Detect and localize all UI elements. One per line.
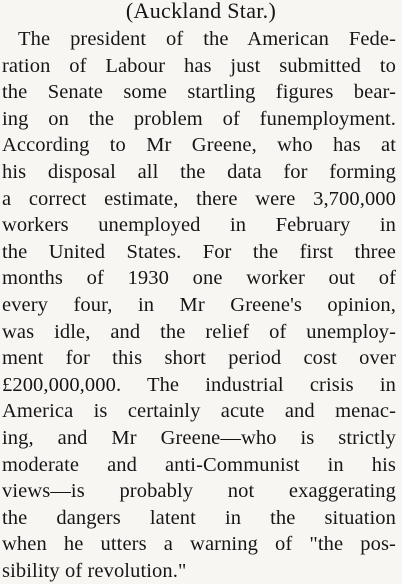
article-source: (Auckland Star.) (125, 0, 277, 23)
article-line: the United States. For the first three (2, 240, 396, 263)
article-line: moderate and anti-Communist in his (2, 453, 396, 476)
article-line: ration of Labour has just submitted to (2, 54, 396, 77)
article-line: £200,000,000. The industrial crisis in (2, 373, 396, 396)
article-line: a correct estimate, there were 3,700,000 (2, 187, 396, 210)
article-line: the Senate some startling figures bear- (2, 81, 396, 104)
article-line: America is certainly acute and menac- (2, 400, 396, 423)
article-line: workers unemployed in February in (2, 214, 396, 237)
article-line: sibility of revolution." (2, 559, 187, 582)
article-line: the dangers latent in the situation (2, 506, 396, 529)
article-line: The president of the American Fede- (18, 28, 396, 50)
article-line: every four, in Mr Greene's opinion, (2, 293, 396, 316)
article-line: ing on the problem of funemployment. (2, 107, 396, 130)
article-body (2, 26, 396, 584)
article-line: his disposal all the data for forming (2, 160, 396, 183)
article-line: months of 1930 one worker out of (2, 267, 396, 290)
article-line: ment for this short period cost over (2, 347, 396, 370)
article-line: According to Mr Greene, who has at (2, 134, 396, 157)
article-line: when he utters a warning of "the pos- (2, 533, 396, 556)
article-line: ing, and Mr Greene—who is strictly (2, 426, 396, 449)
article-line: was idle, and the relief of unemploy- (2, 320, 396, 343)
article-line: views—is probably not exaggerating (2, 480, 396, 503)
